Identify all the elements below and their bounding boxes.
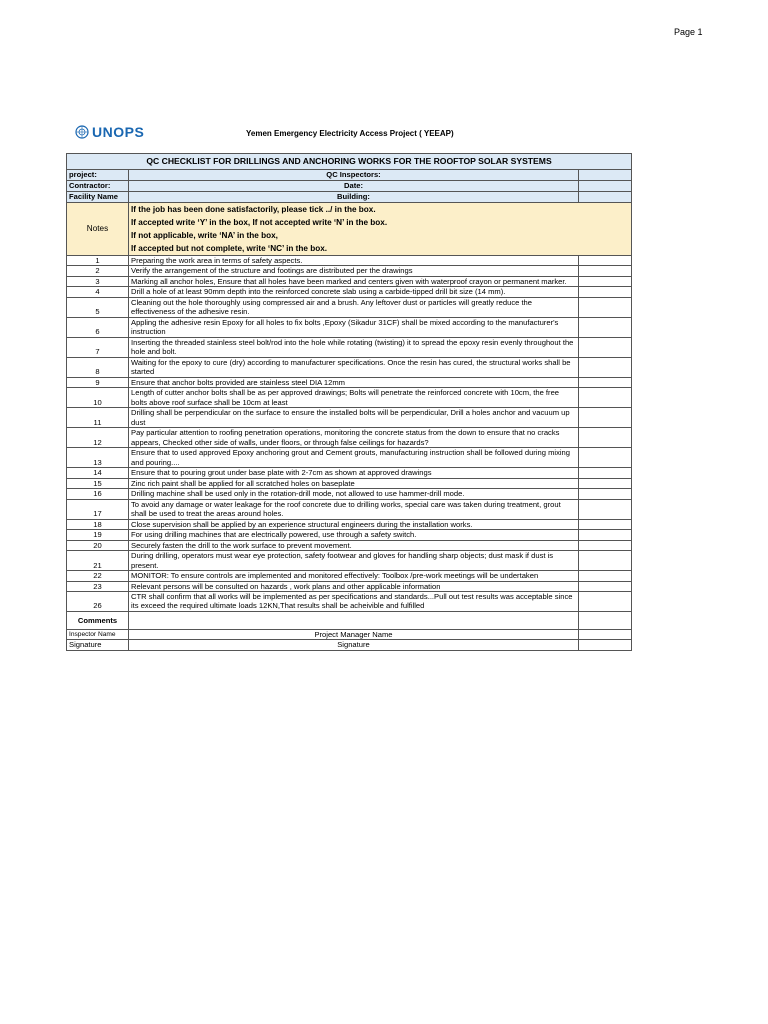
- item-check-box[interactable]: [579, 581, 632, 591]
- checklist-row: [67, 408, 632, 428]
- checklist-row: [67, 428, 632, 448]
- item-description: Relevant persons will be consulted on hazards , work plans and other applicable information: [129, 581, 579, 591]
- checklist-row: [67, 489, 632, 499]
- checklist-row: [67, 287, 632, 297]
- item-description: Pay particular attention to roofing penetration operations, monitoring the concrete status from the down to ensure that no cracks appears, Checked other side of walls, under floors, or through false ceilings for hazards?: [129, 428, 579, 448]
- item-number: 2: [67, 266, 129, 276]
- item-description: MONITOR: To ensure controls are implemented and monitored effectively: Toolbox /pre-work meetings will be undertaken: [129, 571, 579, 581]
- item-check-box[interactable]: [579, 266, 632, 276]
- item-number: 12: [67, 428, 129, 448]
- building-field[interactable]: [579, 192, 632, 203]
- note-line: If accepted but not complete, write ‘NC’ in the box.: [131, 244, 328, 253]
- checklist-row: [67, 297, 632, 317]
- checklist-row: [67, 581, 632, 591]
- item-description: Close supervision shall be applied by an experience structural engineers during the installation works.: [129, 519, 579, 529]
- checklist-row: [67, 337, 632, 357]
- item-number: 6: [67, 317, 129, 337]
- item-check-box[interactable]: [579, 357, 632, 377]
- item-description: Ensure that to pouring grout under base plate with 2-7cm as shown at approved drawings: [129, 468, 579, 478]
- signature-left-label: Signature: [67, 640, 129, 650]
- building-label: Building:: [129, 192, 579, 203]
- page-number: Page 1: [674, 27, 703, 37]
- item-check-box[interactable]: [579, 478, 632, 488]
- item-description: Verify the arrangement of the structure and footings are distributed per the drawings: [129, 266, 579, 276]
- logo-text: UNOPS: [92, 124, 145, 140]
- item-number: 20: [67, 540, 129, 550]
- item-check-box[interactable]: [579, 287, 632, 297]
- checklist-row: [67, 256, 632, 266]
- notes-text: [129, 203, 632, 256]
- checklist-row: [67, 388, 632, 408]
- item-check-box[interactable]: [579, 551, 632, 571]
- item-number: 16: [67, 489, 129, 499]
- note-line: If the job has been done satisfactorily, please tick ../ in the box.: [131, 205, 376, 214]
- item-check-box[interactable]: [579, 388, 632, 408]
- item-number: 13: [67, 448, 129, 468]
- item-check-box[interactable]: [579, 530, 632, 540]
- item-description: Drilling machine shall be used only in the rotation-drill mode, not allowed to use hammer-drill mode.: [129, 489, 579, 499]
- item-description: For using drilling machines that are electrically powered, use through a safety switch.: [129, 530, 579, 540]
- checklist-row: [67, 357, 632, 377]
- item-check-box[interactable]: [579, 540, 632, 550]
- item-number: 22: [67, 571, 129, 581]
- item-number: 7: [67, 337, 129, 357]
- item-description: Length of cutter anchor bolts shall be as per approved drawings; Bolts will penetrate the reinforced concrete with 10cm, the free bolts above roof surface shall be 10cm at least: [129, 388, 579, 408]
- item-description: Marking all anchor holes, Ensure that all holes have been marked and centers given with waterproof crayon or permanent marker.: [129, 276, 579, 286]
- item-number: 5: [67, 297, 129, 317]
- item-number: 18: [67, 519, 129, 529]
- project-title: Yemen Emergency Electricity Access Project ( YEEAP): [246, 129, 454, 138]
- item-number: 1: [67, 256, 129, 266]
- project-manager-name-field[interactable]: [579, 629, 632, 639]
- item-description: Securely fasten the drill to the work surface to prevent movement.: [129, 540, 579, 550]
- facility-name-label: Facility Name: [67, 192, 129, 203]
- item-number: 23: [67, 581, 129, 591]
- item-check-box[interactable]: [579, 317, 632, 337]
- checklist-row: [67, 448, 632, 468]
- checklist-row: [67, 519, 632, 529]
- checklist-row: [67, 468, 632, 478]
- item-description: Preparing the work area in terms of safety aspects.: [129, 256, 579, 266]
- item-number: 9: [67, 377, 129, 387]
- item-number: 8: [67, 357, 129, 377]
- item-check-box[interactable]: [579, 571, 632, 581]
- checklist-row: [67, 530, 632, 540]
- notes-label: Notes: [67, 203, 129, 256]
- item-check-box[interactable]: [579, 297, 632, 317]
- item-number: 19: [67, 530, 129, 540]
- checklist-row: [67, 276, 632, 286]
- checklist-row: [67, 571, 632, 581]
- item-description: CTR shall confirm that all works will be implemented as per specifications and standards...Pull out test results was acceptable since its exceed the required ultimate loads 12KN,That results shall be acheivible and fulfilled: [129, 591, 579, 611]
- item-description: Ensure that anchor bolts provided are stainless steel DIA 12mm: [129, 377, 579, 387]
- checklist-row: [67, 551, 632, 571]
- contractor-label: Contractor:: [67, 181, 129, 192]
- item-description: To avoid any damage or water leakage for the roof concrete due to drilling works, special care was taken during treatment, grout shall be used to treat the areas around holes.: [129, 499, 579, 519]
- item-check-box[interactable]: [579, 428, 632, 448]
- item-check-box[interactable]: [579, 448, 632, 468]
- checklist-row: [67, 591, 632, 611]
- qc-checklist-table: [66, 153, 632, 651]
- item-check-box[interactable]: [579, 408, 632, 428]
- item-number: 11: [67, 408, 129, 428]
- comments-field[interactable]: [129, 611, 579, 629]
- item-number: 3: [67, 276, 129, 286]
- item-check-box[interactable]: [579, 276, 632, 286]
- signature-field[interactable]: [579, 640, 632, 650]
- project-label: project:: [67, 170, 129, 181]
- checklist-row: [67, 499, 632, 519]
- project-manager-name-label: Project Manager Name: [129, 629, 579, 639]
- checklist-title: QC CHECKLIST FOR DRILLINGS AND ANCHORING WORKS FOR THE ROOFTOP SOLAR SYSTEMS: [67, 154, 632, 170]
- item-description: Appling the adhesive resin Epoxy for all holes to fix bolts ,Epoxy (Sikadur 31CF) shall be mixed according to the manufacturer's instruction: [129, 317, 579, 337]
- item-description: Ensure that to used approved Epoxy anchoring grout and Cement grouts, manufacturing instruction shall be followed during mixing and pouring....: [129, 448, 579, 468]
- checklist-row: [67, 266, 632, 276]
- un-emblem-icon: [75, 125, 89, 139]
- item-check-box[interactable]: [579, 377, 632, 387]
- qc-inspectors-label: QC Inspectors:: [129, 170, 579, 181]
- item-check-box[interactable]: [579, 256, 632, 266]
- checklist-row: [67, 377, 632, 387]
- item-number: 10: [67, 388, 129, 408]
- checklist-row: [67, 478, 632, 488]
- signature-right-label: Signature: [129, 640, 579, 650]
- item-check-box[interactable]: [579, 337, 632, 357]
- item-description: Inserting the threaded stainless steel bolt/rod into the hole while rotating (twisting) it to spread the epoxy resin evenly throughout the hole and bolt.: [129, 337, 579, 357]
- note-line: If accepted write ‘Y’ in the box, If not accepted write ‘N’ in the box.: [131, 218, 388, 227]
- item-check-box[interactable]: [579, 489, 632, 499]
- date-field[interactable]: [579, 181, 632, 192]
- inspector-name-label: Inspector Name: [67, 629, 129, 639]
- checklist-row: [67, 540, 632, 550]
- item-number: 15: [67, 478, 129, 488]
- item-number: 4: [67, 287, 129, 297]
- comments-check[interactable]: [579, 611, 632, 629]
- item-description: Waiting for the epoxy to cure (dry) according to manufacturer specifications. Once the resin has cured, the structural works shall be started: [129, 357, 579, 377]
- comments-label: Comments: [67, 611, 129, 629]
- checklist-row: [67, 317, 632, 337]
- item-check-box[interactable]: [579, 519, 632, 529]
- item-number: 14: [67, 468, 129, 478]
- unops-logo: [75, 124, 144, 140]
- item-description: Drilling shall be perpendicular on the surface to ensure the installed bolts will be perpendicular, Drill a holes anchor and vacuum up dust: [129, 408, 579, 428]
- item-number: 26: [67, 591, 129, 611]
- item-description: During drilling, operators must wear eye protection, safety footwear and gloves for handling sharp objects; dust mask if dust is present.: [129, 551, 579, 571]
- item-description: Zinc rich paint shall be applied for all scratched holes on baseplate: [129, 478, 579, 488]
- date-label: Date:: [129, 181, 579, 192]
- item-description: Cleaning out the hole thoroughly using compressed air and a brush. Any leftover dust or particles will greatly reduce the effectiveness of the adhesive resin.: [129, 297, 579, 317]
- item-check-box[interactable]: [579, 468, 632, 478]
- item-number: 17: [67, 499, 129, 519]
- item-check-box[interactable]: [579, 591, 632, 611]
- item-number: 21: [67, 551, 129, 571]
- qc-inspectors-field[interactable]: [579, 170, 632, 181]
- item-description: Drill a hole of at least 90mm depth into the reinforced concrete slab using a carbide-tipped drill bit size (14 mm).: [129, 287, 579, 297]
- item-check-box[interactable]: [579, 499, 632, 519]
- note-line: If not applicable, write ‘NA’ in the box,: [131, 231, 278, 240]
